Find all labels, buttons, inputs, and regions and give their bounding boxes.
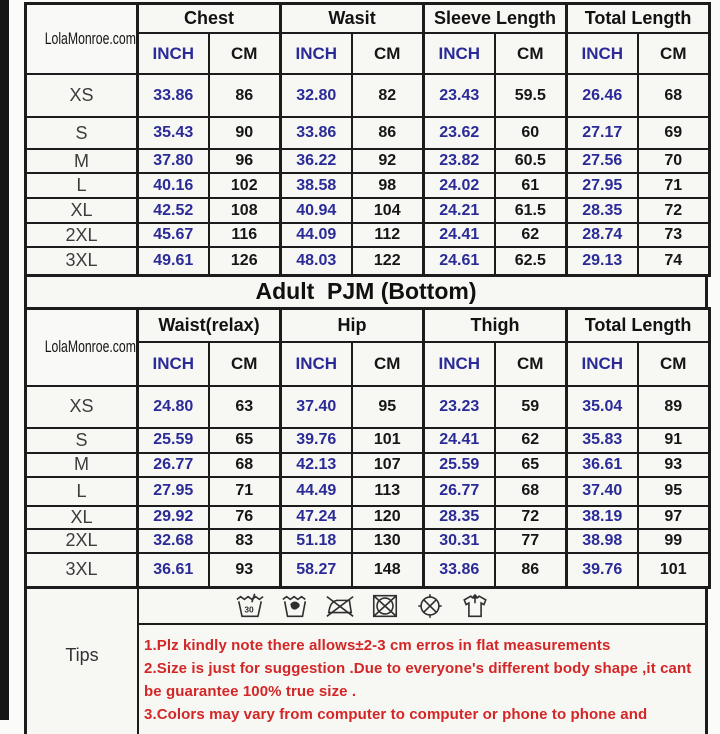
cm-value-cell: 113 [352, 477, 424, 506]
table-row [26, 428, 710, 453]
unit-header-cm: CM [352, 342, 424, 386]
cm-value-cell: 61.5 [495, 198, 567, 223]
left-black-strip [0, 0, 9, 720]
inch-value-cell: 32.80 [281, 74, 352, 117]
cm-value-cell: 70 [638, 149, 710, 173]
cm-value-cell: 108 [209, 198, 281, 223]
inch-value-cell: 38.19 [567, 506, 638, 529]
cm-value-cell: 74 [638, 247, 710, 275]
inch-value-cell: 27.17 [567, 117, 638, 149]
cm-value-cell: 104 [352, 198, 424, 223]
cm-value-cell: 82 [352, 74, 424, 117]
cm-value-cell: 86 [495, 553, 567, 588]
inch-value-cell: 49.61 [138, 247, 209, 275]
inch-value-cell: 25.59 [424, 453, 495, 477]
unit-header-inch: INCH [281, 33, 352, 74]
cm-value-cell: 99 [638, 529, 710, 553]
cm-value-cell: 76 [209, 506, 281, 529]
tip-line: 2.Size is just for suggestion .Due to everyone's different body shape ,it cant be guarantee 100% true size . [144, 660, 692, 700]
table-row [26, 477, 710, 506]
inch-value-cell: 26.77 [138, 453, 209, 477]
brand-cell [26, 4, 138, 75]
cm-value-cell: 122 [352, 247, 424, 275]
table-row [26, 173, 710, 198]
unit-header-inch: INCH [424, 342, 495, 386]
cm-value-cell: 72 [495, 506, 567, 529]
cm-value-cell: 120 [352, 506, 424, 529]
size-cell: S [26, 428, 138, 453]
table-row [26, 553, 710, 588]
cm-value-cell: 71 [638, 173, 710, 198]
brand-cell [26, 308, 138, 386]
cm-value-cell: 59.5 [495, 74, 567, 117]
bottom-size-table [24, 307, 711, 590]
cm-value-cell: 65 [209, 428, 281, 453]
table-row [26, 149, 710, 173]
col-group-total-length: Total Length [567, 308, 710, 342]
tips-label: Tips [27, 589, 139, 734]
inch-value-cell: 51.18 [281, 529, 352, 553]
inch-value-cell: 39.76 [281, 428, 352, 453]
inch-value-cell: 36.22 [281, 149, 352, 173]
inch-value-cell: 58.27 [281, 553, 352, 588]
care-icons-row [139, 589, 705, 625]
unit-header-cm: CM [352, 33, 424, 74]
cm-value-cell: 92 [352, 149, 424, 173]
cm-value-cell: 73 [638, 223, 710, 247]
size-cell: L [26, 173, 138, 198]
tip-line: 1.Plz kindly note there allows±2-3 cm erros in flat measurements [144, 637, 611, 654]
top-size-table [24, 2, 711, 277]
inch-value-cell: 33.86 [138, 74, 209, 117]
unit-header-inch: INCH [567, 342, 638, 386]
hand-wash-30-icon [235, 592, 265, 620]
size-cell: S [26, 117, 138, 149]
table-row [26, 198, 710, 223]
cm-value-cell: 97 [638, 506, 710, 529]
size-chart-sheet [24, 2, 708, 734]
inch-value-cell: 42.52 [138, 198, 209, 223]
unit-header-cm: CM [495, 33, 567, 74]
do-not-iron-icon [325, 592, 355, 620]
cm-value-cell: 101 [352, 428, 424, 453]
unit-header-inch: INCH [138, 33, 209, 74]
inch-value-cell: 23.23 [424, 386, 495, 428]
inch-value-cell: 45.67 [138, 223, 209, 247]
section-title: Adult PJM (Bottom) [24, 274, 708, 310]
cm-value-cell: 60 [495, 117, 567, 149]
unit-header-inch: INCH [567, 33, 638, 74]
inch-value-cell: 42.13 [281, 453, 352, 477]
inch-value-cell: 27.56 [567, 149, 638, 173]
inch-value-cell: 36.61 [138, 553, 209, 588]
group-header-row [26, 308, 710, 342]
inch-value-cell: 37.80 [138, 149, 209, 173]
inch-value-cell: 27.95 [567, 173, 638, 198]
unit-header-inch: INCH [424, 33, 495, 74]
cm-value-cell: 86 [209, 74, 281, 117]
col-group-waist-relax: Waist(relax) [138, 308, 281, 342]
cm-value-cell: 68 [638, 74, 710, 117]
size-cell: 2XL [26, 223, 138, 247]
table-row [26, 223, 710, 247]
size-cell: 3XL [26, 247, 138, 275]
col-group-waist: Wasit [281, 4, 424, 34]
cm-value-cell: 68 [209, 453, 281, 477]
inch-value-cell: 40.16 [138, 173, 209, 198]
col-group-hip: Hip [281, 308, 424, 342]
cm-value-cell: 62 [495, 223, 567, 247]
col-group-chest: Chest [138, 4, 281, 34]
cm-value-cell: 72 [638, 198, 710, 223]
col-group-thigh: Thigh [424, 308, 567, 342]
inch-value-cell: 23.62 [424, 117, 495, 149]
cm-value-cell: 63 [209, 386, 281, 428]
size-cell: XL [26, 506, 138, 529]
inch-value-cell: 28.35 [424, 506, 495, 529]
cm-value-cell: 61 [495, 173, 567, 198]
unit-header-cm: CM [638, 33, 710, 74]
inch-value-cell: 24.41 [424, 223, 495, 247]
inch-value-cell: 26.46 [567, 74, 638, 117]
inch-value-cell: 26.77 [424, 477, 495, 506]
inch-value-cell: 24.41 [424, 428, 495, 453]
inch-value-cell: 39.76 [567, 553, 638, 588]
table-row [26, 453, 710, 477]
cm-value-cell: 83 [209, 529, 281, 553]
inch-value-cell: 28.35 [567, 198, 638, 223]
cm-value-cell: 68 [495, 477, 567, 506]
cm-value-cell: 93 [638, 453, 710, 477]
drip-dry-icon [460, 592, 490, 620]
inch-value-cell: 32.68 [138, 529, 209, 553]
brand-text: LolaMonroe.com [44, 29, 136, 48]
cm-value-cell: 96 [209, 149, 281, 173]
unit-header-cm: CM [209, 33, 281, 74]
cm-value-cell: 86 [352, 117, 424, 149]
inch-value-cell: 24.21 [424, 198, 495, 223]
inch-value-cell: 25.59 [138, 428, 209, 453]
size-cell: 2XL [26, 529, 138, 553]
inch-value-cell: 47.24 [281, 506, 352, 529]
cm-value-cell: 62 [495, 428, 567, 453]
cm-value-cell: 102 [209, 173, 281, 198]
inch-value-cell: 38.58 [281, 173, 352, 198]
unit-header-inch: INCH [281, 342, 352, 386]
do-not-tumble-dry-icon [370, 592, 400, 620]
table-row [26, 247, 710, 275]
table-row [26, 74, 710, 117]
inch-value-cell: 27.95 [138, 477, 209, 506]
unit-header-cm: CM [209, 342, 281, 386]
inch-value-cell: 23.43 [424, 74, 495, 117]
table-row [26, 529, 710, 553]
inch-value-cell: 33.86 [424, 553, 495, 588]
cm-value-cell: 65 [495, 453, 567, 477]
brand-text: LolaMonroe.com [44, 337, 136, 356]
size-cell: 3XL [26, 553, 138, 588]
inch-value-cell: 33.86 [281, 117, 352, 149]
inch-value-cell: 36.61 [567, 453, 638, 477]
cm-value-cell: 148 [352, 553, 424, 588]
care-and-tips-section [24, 586, 708, 734]
inch-value-cell: 37.40 [281, 386, 352, 428]
inch-value-cell: 24.02 [424, 173, 495, 198]
cm-value-cell: 62.5 [495, 247, 567, 275]
unit-header-cm: CM [638, 342, 710, 386]
do-not-wring-icon [280, 592, 310, 620]
cm-value-cell: 89 [638, 386, 710, 428]
cm-value-cell: 98 [352, 173, 424, 198]
cm-value-cell: 130 [352, 529, 424, 553]
size-cell: L [26, 477, 138, 506]
top-table-body [26, 74, 710, 275]
inch-value-cell: 35.04 [567, 386, 638, 428]
cm-value-cell: 112 [352, 223, 424, 247]
cm-value-cell: 116 [209, 223, 281, 247]
cm-value-cell: 95 [638, 477, 710, 506]
inch-value-cell: 28.74 [567, 223, 638, 247]
col-group-sleeve-length: Sleeve Length [424, 4, 567, 34]
inch-value-cell: 37.40 [567, 477, 638, 506]
unit-header-inch: INCH [138, 342, 209, 386]
table-row [26, 506, 710, 529]
size-cell: M [26, 453, 138, 477]
inch-value-cell: 23.82 [424, 149, 495, 173]
size-cell: M [26, 149, 138, 173]
inch-value-cell: 44.09 [281, 223, 352, 247]
col-group-total-length: Total Length [567, 4, 710, 34]
cm-value-cell: 71 [209, 477, 281, 506]
svg-text:30: 30 [244, 604, 254, 615]
inch-value-cell: 30.31 [424, 529, 495, 553]
cm-value-cell: 60.5 [495, 149, 567, 173]
cm-value-cell: 91 [638, 428, 710, 453]
inch-value-cell: 24.61 [424, 247, 495, 275]
inch-value-cell: 29.13 [567, 247, 638, 275]
inch-value-cell: 35.43 [138, 117, 209, 149]
table-row [26, 117, 710, 149]
inch-value-cell: 38.98 [567, 529, 638, 553]
footer-right [139, 589, 705, 734]
inch-value-cell: 44.49 [281, 477, 352, 506]
cm-value-cell: 90 [209, 117, 281, 149]
inch-value-cell: 29.92 [138, 506, 209, 529]
cm-value-cell: 93 [209, 553, 281, 588]
table-row [26, 386, 710, 428]
size-cell: XL [26, 198, 138, 223]
cm-value-cell: 77 [495, 529, 567, 553]
group-header-row [26, 4, 710, 34]
cm-value-cell: 101 [638, 553, 710, 588]
cm-value-cell: 107 [352, 453, 424, 477]
cm-value-cell: 59 [495, 386, 567, 428]
bottom-table-body [26, 386, 710, 588]
tips-text [139, 625, 705, 726]
inch-value-cell: 48.03 [281, 247, 352, 275]
unit-header-cm: CM [495, 342, 567, 386]
cm-value-cell: 95 [352, 386, 424, 428]
inch-value-cell: 35.83 [567, 428, 638, 453]
inch-value-cell: 40.94 [281, 198, 352, 223]
cm-value-cell: 69 [638, 117, 710, 149]
do-not-dry-clean-icon [415, 592, 445, 620]
cm-value-cell: 126 [209, 247, 281, 275]
size-cell: XS [26, 74, 138, 117]
size-cell: XS [26, 386, 138, 428]
inch-value-cell: 24.80 [138, 386, 209, 428]
tip-line: 3.Colors may vary from computer to computer or phone to phone and [144, 706, 648, 723]
